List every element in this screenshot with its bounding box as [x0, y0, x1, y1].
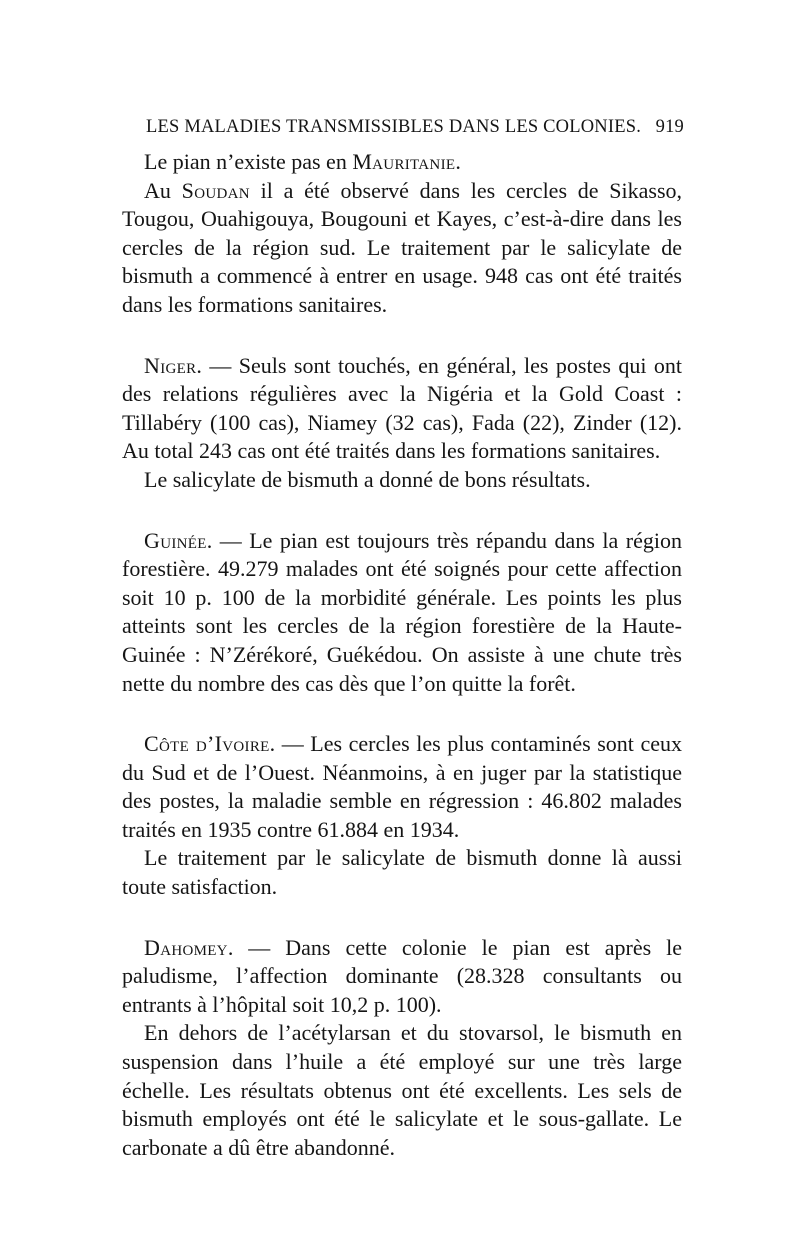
place-name-dahomey: Dahomey: [144, 934, 228, 960]
running-head-title: LES MALADIES TRANSMISSIBLES DANS LES COLONIES.: [146, 117, 642, 137]
paragraph-text: . — Les cercles les plus contaminés sont ceux du Sud et de l’Ouest. Néanmoins, à en juger par la statistique des postes, la maladie semble en régression : 46.802 malades traités en 1935 contre 61.884 en 1934.: [122, 731, 682, 842]
paragraph-dahomey-treatment: [122, 1019, 682, 1162]
paragraph-text: il a été observé dans les cercles de Sikasso, Tougou, Ouahigouya, Bougouni et Kayes, c’est-à-dire dans les cercles de la région sud. Le traitement par le salicylate de bismuth a commencé à entrer en usage. 948 cas ont été traités dans les formations sanitaires.: [122, 177, 683, 317]
paragraph-dahomey: [122, 934, 682, 1020]
paragraph-text: Au: [144, 177, 182, 203]
page-number: 919: [655, 117, 684, 137]
paragraph-cote-divoire-treatment: [122, 844, 682, 901]
place-name-guinee: Guinée: [144, 527, 207, 553]
paragraph-text: . — Seuls sont touchés, en général, les postes qui ont des relations régulières avec la Nigéria et la Gold Coast : Tillabéry (100 cas), Niamey (32 cas), Fada (22), Zinder (12). Au total 243 cas ont été traités dans les formations sanitaires.: [122, 352, 682, 464]
paragraph-niger-result: [122, 466, 682, 495]
place-name-cote-divoire: Côte d’Ivoire: [144, 731, 270, 757]
place-name-niger: Niger: [144, 352, 197, 378]
place-name-soudan: Soudan: [181, 177, 250, 203]
running-head: [146, 117, 684, 145]
paragraph-text: Le salicylate de bismuth a donné de bons résultats.: [144, 466, 591, 492]
paragraph-niger: [122, 352, 682, 466]
paragraph-soudan: [122, 177, 682, 320]
paragraph-text: En dehors de l’acétylarsan et du stovarsol, le bismuth en suspension dans l’huile a été employé sur une très large échelle. Les résultats obtenus ont été excellents. Les sels de bismuth employés ont été le salicylate et le sous-gallate. Le carbonate a dû être abandonné.: [122, 1020, 682, 1160]
paragraph-text: . — Dans cette colonie le pian est après le paludisme, l’affection dominante (28.328 consultants ou entrants à l’hôpital soit 10,2 p. 100).: [122, 934, 682, 1017]
paragraph-cote-divoire: [122, 730, 682, 844]
body-text: [122, 148, 682, 1162]
paragraph-text: . — Le pian est toujours très répandu dans la région forestière. 49.279 malades ont été soignés pour cette affection soit 10 p. 100 de la morbidité générale. Les points les plus atteints sont les cercles de la région forestière de la Haute-Guinée : N’Zérékoré, Guékédou. On assiste à une chute très nette du nombre des cas dès que l’on quitte la forêt.: [122, 527, 682, 696]
paragraph-guinee: [122, 527, 682, 699]
place-name-mauritanie: Mauritanie: [352, 149, 456, 174]
paragraph-text: .: [455, 149, 461, 174]
paragraph-mauritanie: [122, 148, 682, 177]
paragraph-text: Le traitement par le salicylate de bismuth donne là aussi toute satisfaction.: [122, 845, 682, 900]
paragraph-text: Le pian n’existe pas en: [144, 149, 353, 174]
